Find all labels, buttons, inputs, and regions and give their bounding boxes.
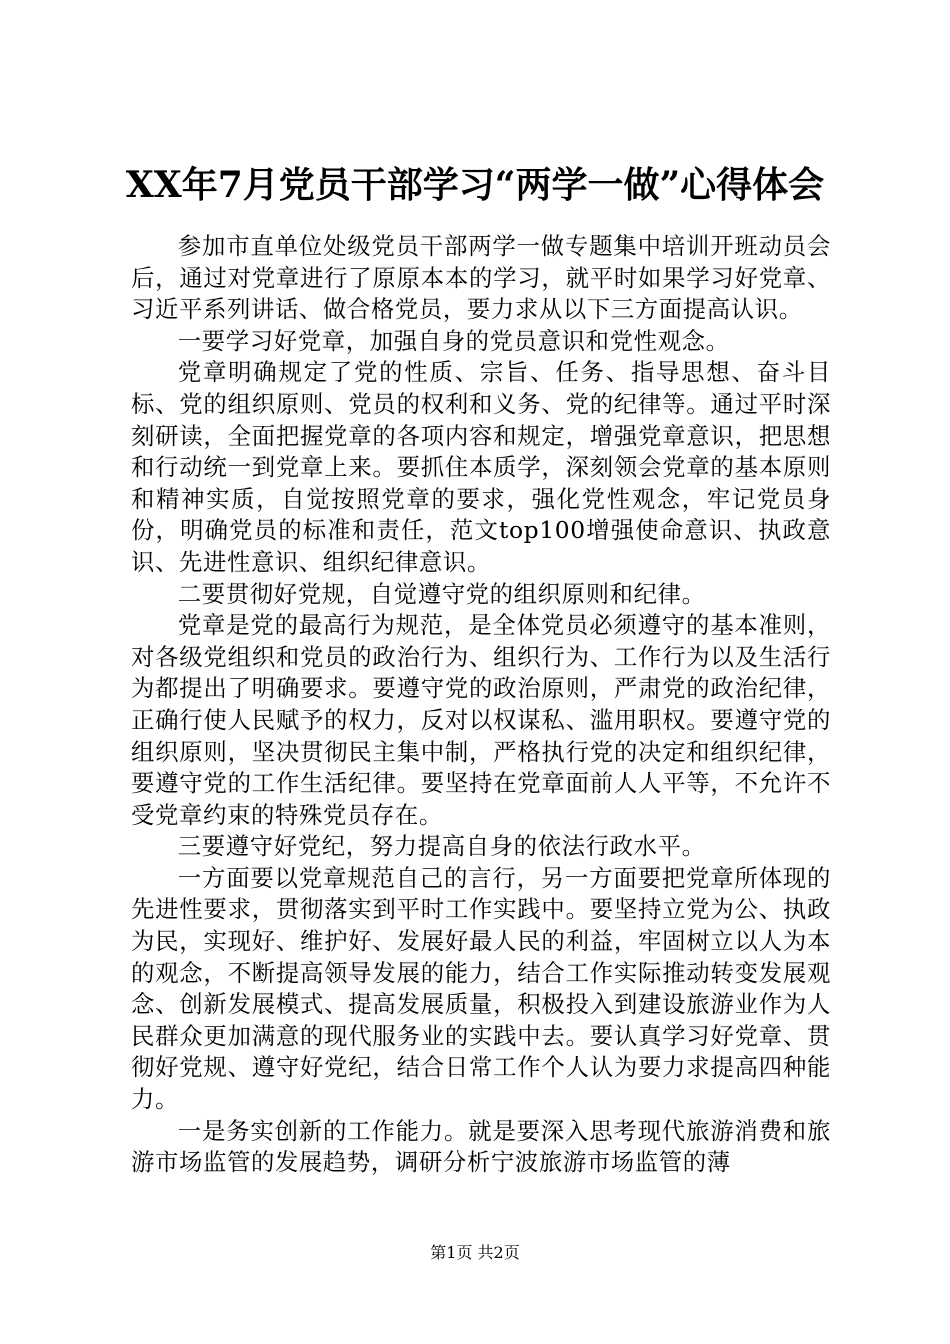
- paragraph-1-body: 党章明确规定了党的性质、宗旨、任务、指导思想、奋斗目标、党的组织原则、党员的权利和义务、党的纪律等。通过平时深刻研读，全面把握党章的各项内容和规定，增强党章意识，把思想和行动统一到党章上来。要抓住本质学，深刻领会党章的基本原则和精神实质，自觉按照党章的要求，强化党性观念，牢记党员身份，明确党员的标准和责任，范文top100增强使命意识、执政意识、先进性意识、组织纪律意识。: [131, 358, 831, 576]
- paragraph-heading-1: 一要学习好党章，加强自身的党员意识和党性观念。: [177, 326, 730, 355]
- paragraph-heading-3: 三要遵守好党纪，努力提高自身的依法行政水平。: [177, 832, 706, 861]
- document-body: [131, 231, 831, 1179]
- paragraph-ability-1: 一是务实创新的工作能力。就是要深入思考现代旅游消费和旅游市场监管的发展趋势，调研分析宁波旅游市场监管的薄: [131, 1116, 831, 1177]
- paragraph-intro: 参加市直单位处级党员干部两学一做专题集中培训开班动员会后，通过对党章进行了原原本本的学习，就平时如果学习好党章、习近平系列讲话、做合格党员，要力求从以下三方面提高认识。: [131, 232, 831, 324]
- paragraph-2-body: 党章是党的最高行为规范，是全体党员必须遵守的基本准则，对各级党组织和党员的政治行为、组织行为、工作行为以及生活行为都提出了明确要求。要遵守党的政治原则，严肃党的政治纪律，正确行使人民赋予的权力，反对以权谋私、滥用职权。要遵守党的组织原则，坚决贯彻民主集中制，严格执行党的决定和组织纪律，要遵守党的工作生活纪律。要坚持在党章面前人人平等，不允许不受党章约束的特殊党员存在。: [131, 611, 831, 829]
- paragraph-3-body: 一方面要以党章规范自己的言行，另一方面要把党章所体现的先进性要求，贯彻落实到平时工作实践中。要坚持立党为公、执政为民，实现好、维护好、发展好最人民的利益，牢固树立以人为本的观念，不断提高领导发展的能力，结合工作实际推动转变发展观念、创新发展模式、提高发展质量，积极投入到建设旅游业作为人民群众更加满意的现代服务业的实践中去。要认真学习好党章、贯彻好党规、遵守好党纪，结合日常工作个人认为要力求提高四种能力。: [131, 863, 831, 1114]
- document-title: XX年7月党员干部学习“两学一做”心得体会: [125, 164, 825, 206]
- paragraph-heading-2: 二要贯彻好党规，自觉遵守党的组织原则和纪律。: [177, 579, 706, 608]
- page-number-footer: 第1页 共2页: [430, 1243, 520, 1262]
